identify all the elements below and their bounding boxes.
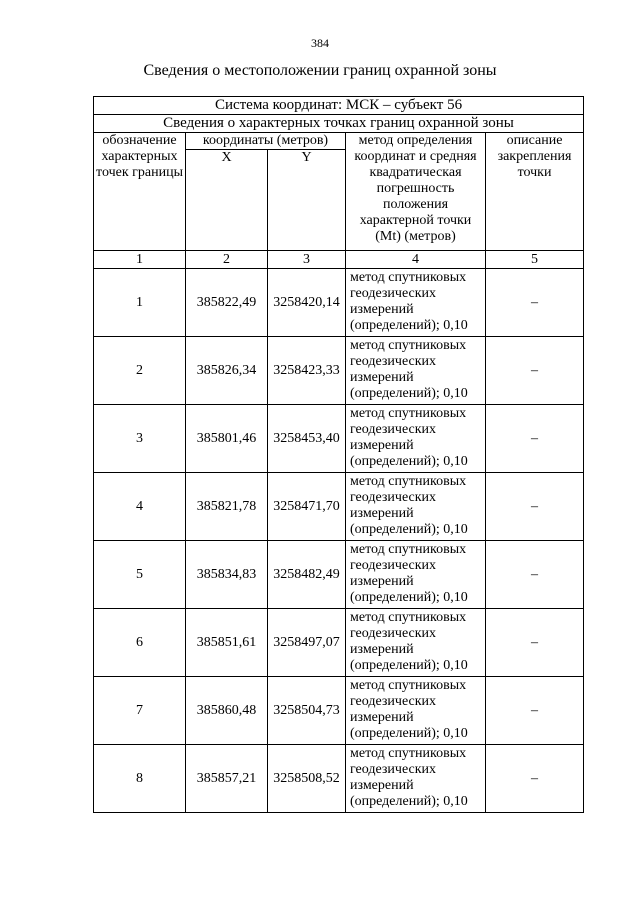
coordinate-system-header: Система координат: МСК – субъект 56	[94, 97, 584, 115]
table-row	[94, 609, 584, 677]
header-description: описание закрепления точки	[486, 133, 584, 251]
x-coordinate-cell: 385834,83	[186, 541, 268, 609]
point-number-cell: 7	[94, 677, 186, 745]
x-coordinate-cell: 385851,61	[186, 609, 268, 677]
description-cell: –	[486, 337, 584, 405]
point-number-cell: 4	[94, 473, 186, 541]
page-number: 384	[311, 36, 329, 50]
method-cell: метод спутниковых геодезических измерений (определений); 0,10	[346, 337, 486, 405]
table-row	[94, 473, 584, 541]
column-number: 3	[268, 251, 346, 269]
y-coordinate-cell: 3258423,33	[268, 337, 346, 405]
y-coordinate-cell: 3258482,49	[268, 541, 346, 609]
y-coordinate-cell: 3258471,70	[268, 473, 346, 541]
point-number-cell: 8	[94, 745, 186, 813]
y-coordinate-cell: 3258453,40	[268, 405, 346, 473]
column-number: 5	[486, 251, 584, 269]
description-cell: –	[486, 541, 584, 609]
x-coordinate-cell: 385826,34	[186, 337, 268, 405]
method-cell: метод спутниковых геодезических измерений (определений); 0,10	[346, 473, 486, 541]
column-number: 2	[186, 251, 268, 269]
description-cell: –	[486, 609, 584, 677]
method-cell: метод спутниковых геодезических измерений (определений); 0,10	[346, 745, 486, 813]
boundary-points-table	[93, 96, 584, 813]
description-cell: –	[486, 677, 584, 745]
x-coordinate-cell: 385822,49	[186, 269, 268, 337]
header-y: Y	[268, 150, 346, 251]
header-coordinates: координаты (метров)	[186, 133, 346, 150]
x-coordinate-cell: 385857,21	[186, 745, 268, 813]
x-coordinate-cell: 385860,48	[186, 677, 268, 745]
header-x: X	[186, 150, 268, 251]
method-cell: метод спутниковых геодезических измерений (определений); 0,10	[346, 609, 486, 677]
header-method: метод определения координат и средняя квадратическая погрешность положения характерной точки (Mt) (метров)	[346, 133, 486, 251]
table-row	[94, 541, 584, 609]
table-row	[94, 745, 584, 813]
y-coordinate-cell: 3258504,73	[268, 677, 346, 745]
table-row	[94, 269, 584, 337]
table-row	[94, 405, 584, 473]
point-number-cell: 5	[94, 541, 186, 609]
method-cell: метод спутниковых геодезических измерений (определений); 0,10	[346, 269, 486, 337]
table-subtitle: Сведения о характерных точках границ охранной зоны	[94, 115, 584, 133]
column-number: 1	[94, 251, 186, 269]
point-number-cell: 1	[94, 269, 186, 337]
point-number-cell: 6	[94, 609, 186, 677]
method-cell: метод спутниковых геодезических измерений (определений); 0,10	[346, 541, 486, 609]
page-title: Сведения о местоположении границ охранной зоны	[143, 62, 497, 79]
description-cell: –	[486, 405, 584, 473]
header-point-designation: обозначение характерных точек границы	[94, 133, 186, 251]
method-cell: метод спутниковых геодезических измерений (определений); 0,10	[346, 405, 486, 473]
table-row	[94, 337, 584, 405]
description-cell: –	[486, 745, 584, 813]
column-number: 4	[346, 251, 486, 269]
method-cell: метод спутниковых геодезических измерений (определений); 0,10	[346, 677, 486, 745]
point-number-cell: 3	[94, 405, 186, 473]
y-coordinate-cell: 3258497,07	[268, 609, 346, 677]
table-body	[94, 269, 584, 813]
description-cell: –	[486, 473, 584, 541]
y-coordinate-cell: 3258420,14	[268, 269, 346, 337]
point-number-cell: 2	[94, 337, 186, 405]
y-coordinate-cell: 3258508,52	[268, 745, 346, 813]
table-row	[94, 677, 584, 745]
x-coordinate-cell: 385821,78	[186, 473, 268, 541]
description-cell: –	[486, 269, 584, 337]
x-coordinate-cell: 385801,46	[186, 405, 268, 473]
